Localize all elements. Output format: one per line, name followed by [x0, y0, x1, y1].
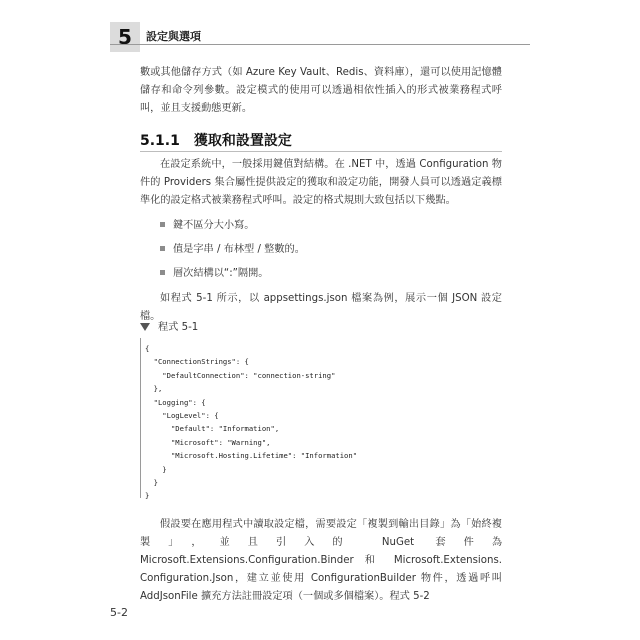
bullet-icon [160, 270, 165, 275]
config-paragraph: 在設定系統中，一般採用鍵值對結構。在 .NET 中，透過 Configuration 物件的 Providers 集合屬性提供設定的獲取和設定功能，開發人員可以透過定義標準化的設定格式被業務程式呼叫。設定的格式規則大致包括以下幾點。 [140, 159, 502, 206]
list-item [160, 238, 305, 262]
listing-caption [140, 318, 198, 333]
listing-caption-text: 程式 5-1 [158, 322, 199, 333]
listing-intro-paragraph: 如程式 5-1 所示，以 appsettings.json 檔案為例，展示一個 JSON 設定檔。 [140, 293, 502, 322]
closing-paragraph: 假設要在應用程式中讀取設定檔，需要設定「複製到輸出目錄」為「始終複製」，並且引入的 NuGet 套件為 Microsoft.Extensions.Configuration.Binder 和 Microsoft.Extensions. Configuration.Json，建立並使用 ConfigurationBuilder 物件，透過呼叫 AddJsonFile 擴充方法註冊設定項（一個或多個檔案）。程式 5-2 [140, 519, 502, 602]
intro-paragraph: 數或其他儲存方式（如 Azure Key Vault、Redis、資料庫），還可以使用記憶體儲存和命令列參數。設定模式的使用可以透過相依性插入的形式被業務程式呼叫，並且支援動態更新。 [140, 67, 502, 114]
list-item [160, 214, 305, 238]
bullet-icon [160, 246, 165, 251]
list-item-text: 值是字串 / 布林型 / 整數的。 [173, 244, 305, 255]
list-item [160, 262, 305, 286]
running-title: 設定與選項 [146, 30, 201, 43]
section-divider [140, 151, 502, 152]
list-item-text: 層次結構以“:”隔開。 [173, 268, 269, 279]
list-item-text: 鍵不區分大小寫。 [173, 220, 255, 231]
bullet-icon [160, 222, 165, 227]
format-rules-list [160, 214, 305, 286]
page-number: 5-2 [110, 606, 128, 619]
header-divider [110, 44, 530, 45]
code-listing [140, 338, 501, 501]
code-text: { "ConnectionStrings": { "DefaultConnection": "connection-string" }, "Logging": { "LogLevel": { "Default": "Information", "Microsoft": "Warning", "Microsoft.Hosting.Lifetime": "Information" } } } [145, 344, 358, 501]
chapter-number-box: 5 [110, 22, 140, 52]
section-heading: 5.1.1 獲取和設置設定 [140, 133, 292, 149]
triangle-down-icon [140, 323, 150, 331]
